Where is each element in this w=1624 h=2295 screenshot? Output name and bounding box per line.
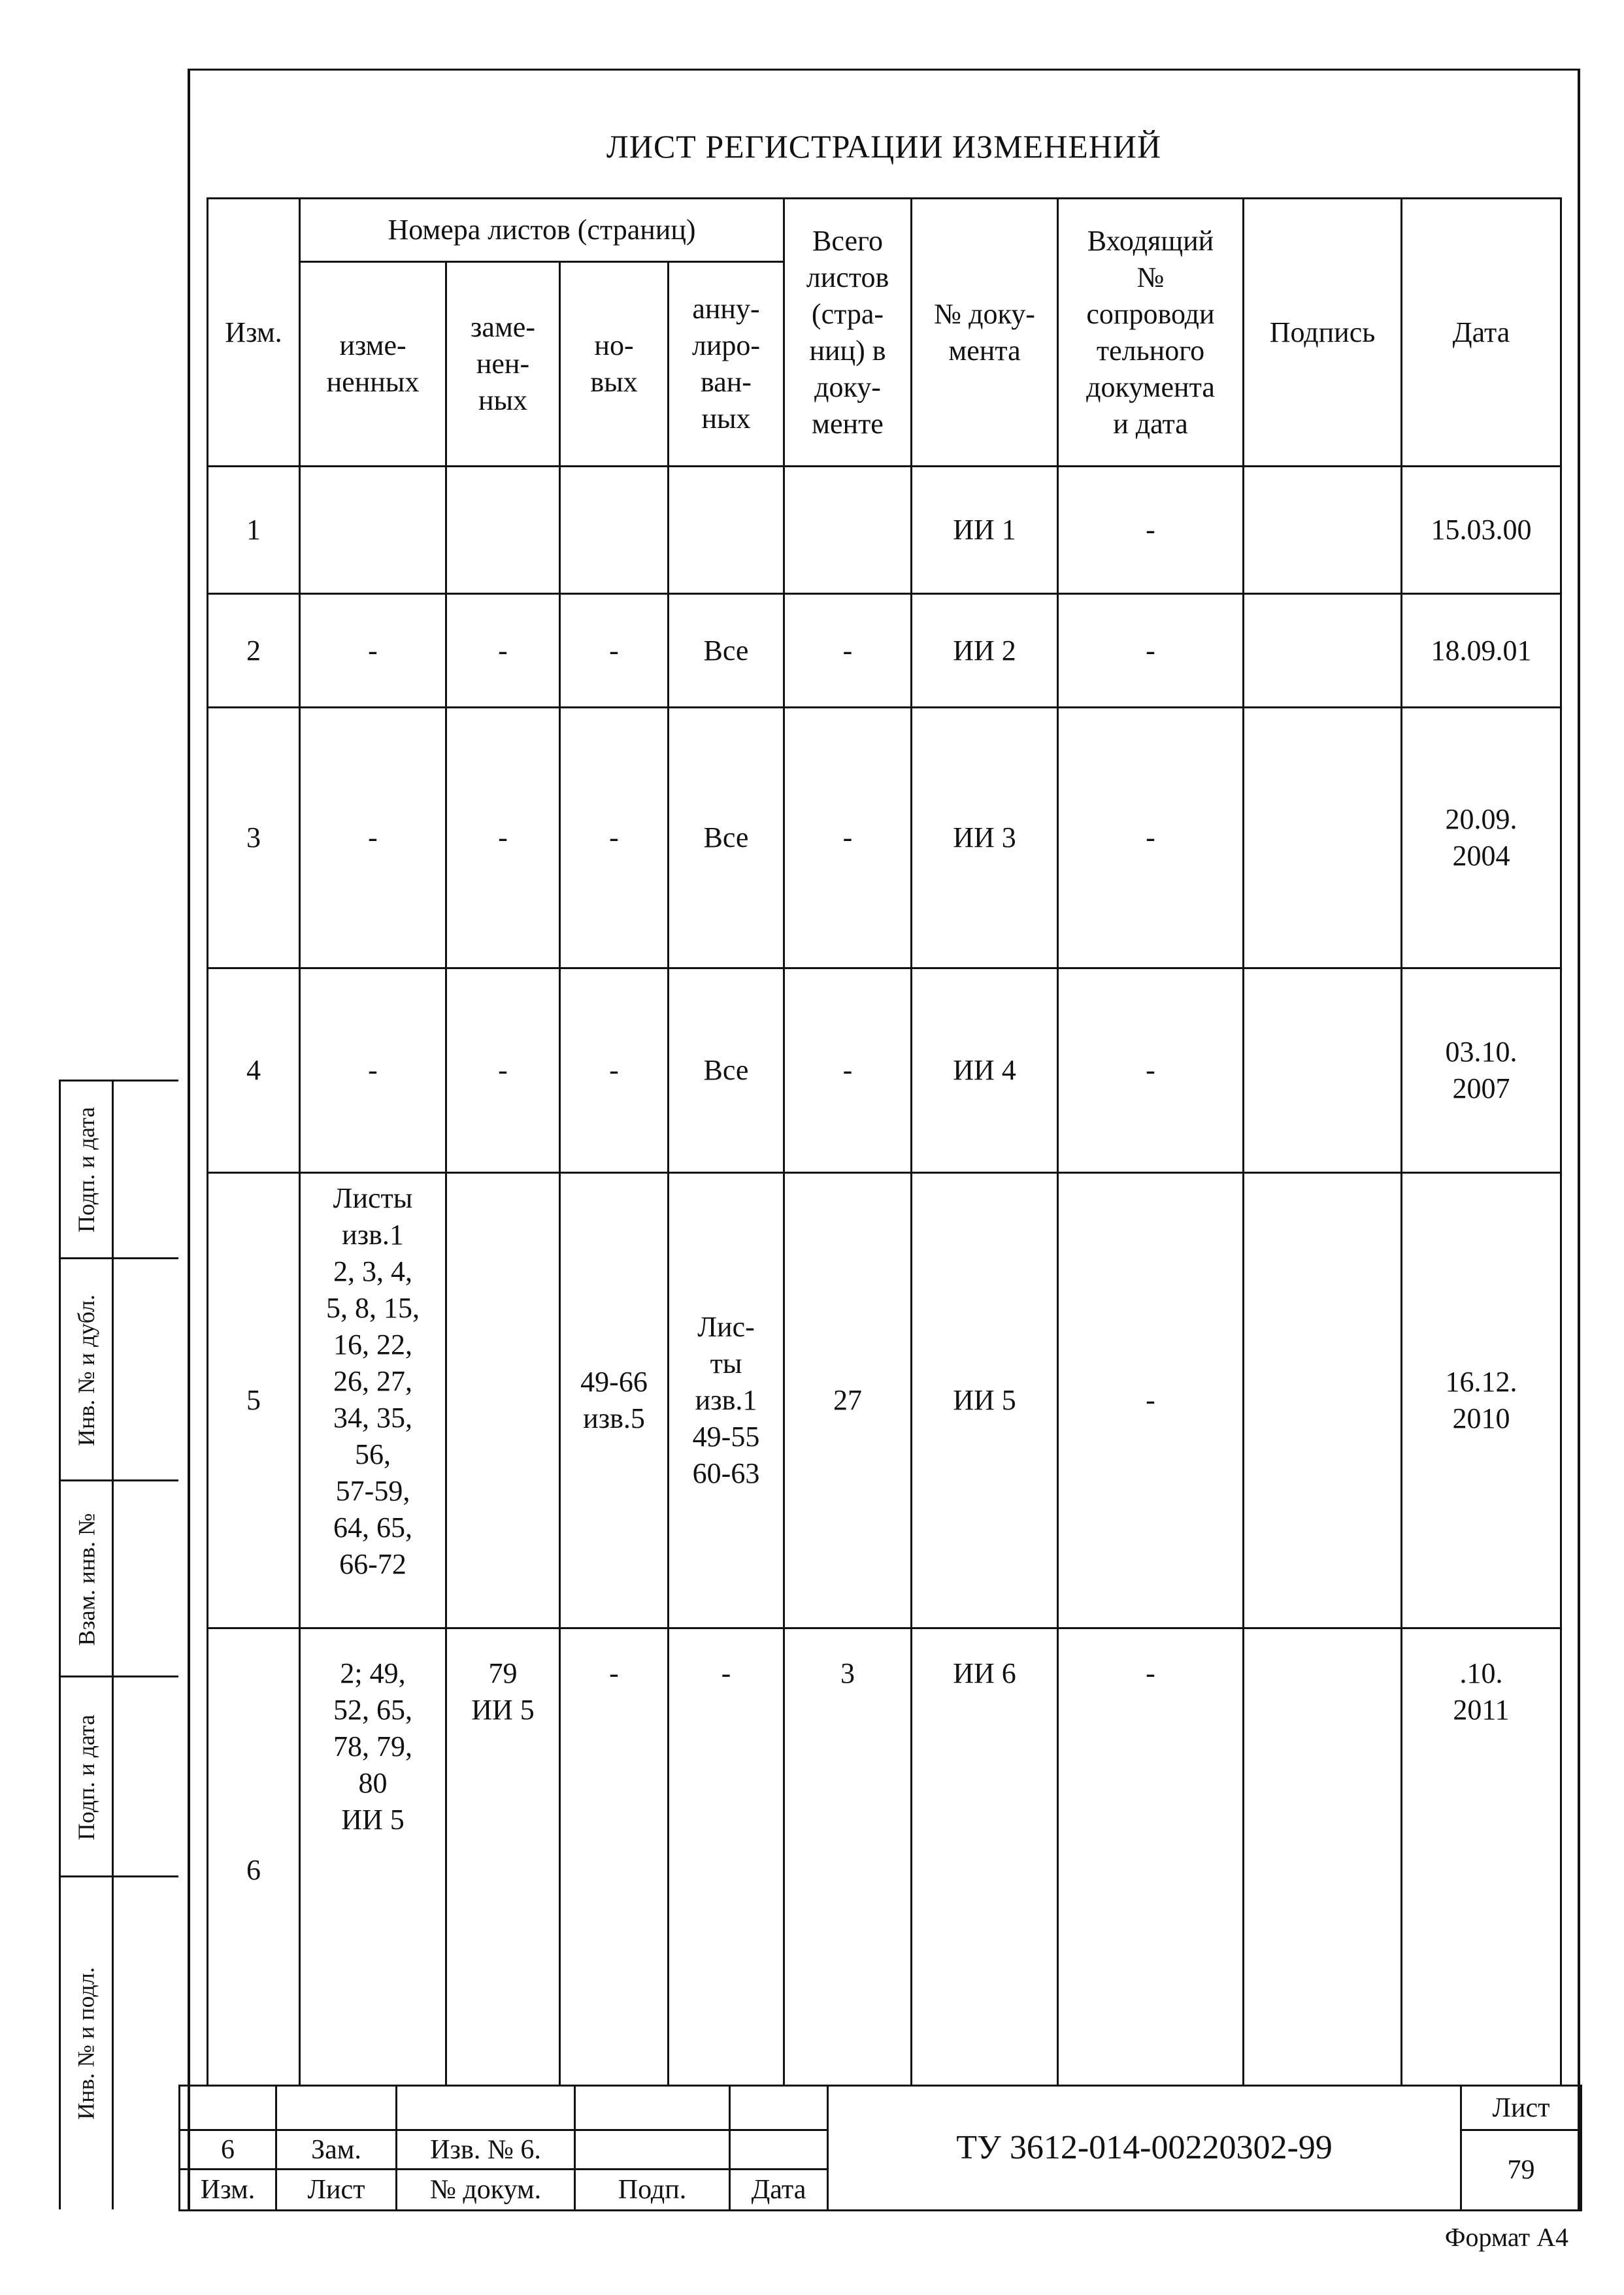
stamp-list-value: Зам. <box>276 2130 397 2170</box>
header-incoming: Входящий № сопроводи тельного документа и дата <box>1058 199 1244 467</box>
cell-total: 3 <box>784 1628 912 2086</box>
cell-izm: 2 <box>208 594 300 708</box>
title-block <box>178 2085 1582 2211</box>
side-strip <box>59 1080 178 2209</box>
stamp-col-list: Лист <box>276 2170 397 2211</box>
cell-replaced: - <box>446 594 560 708</box>
header-izm: Изм. <box>208 199 300 467</box>
cell-date: 18.09.01 <box>1402 594 1561 708</box>
cell-new <box>560 467 669 594</box>
cell-izm: 1 <box>208 467 300 594</box>
cell-izm: 4 <box>208 968 300 1173</box>
stamp-col-izm: Изм. <box>180 2170 276 2211</box>
cell-sign <box>1244 968 1402 1173</box>
sheet-number: 79 <box>1461 2130 1582 2211</box>
table-row <box>208 1628 1561 2086</box>
cell-annulled: Все <box>669 708 784 968</box>
cell-changed: - <box>300 708 446 968</box>
change-register-table <box>207 197 1562 2087</box>
stamp-col-date: Дата <box>730 2170 828 2211</box>
cell-izm: 5 <box>208 1173 300 1628</box>
cell-annulled <box>669 467 784 594</box>
cell-sign <box>1244 1628 1402 2086</box>
stamp-doc-value: Изв. № 6. <box>397 2130 575 2170</box>
cell-doc: ИИ 6 <box>912 1628 1058 2086</box>
cell-doc: ИИ 3 <box>912 708 1058 968</box>
cell-total <box>784 467 912 594</box>
header-doc-no: № доку- мента <box>912 199 1058 467</box>
designation: ТУ 3612-014-00220302-99 <box>828 2086 1461 2211</box>
cell-total: 27 <box>784 1173 912 1628</box>
cell-sign <box>1244 467 1402 594</box>
cell-doc: ИИ 4 <box>912 968 1058 1173</box>
cell-incoming: - <box>1058 594 1244 708</box>
table-row <box>208 467 1561 594</box>
cell-sign <box>1244 1173 1402 1628</box>
cell-izm: 3 <box>208 708 300 968</box>
cell-incoming: - <box>1058 968 1244 1173</box>
cell-date: 20.09. 2004 <box>1402 708 1561 968</box>
stamp-col-sign: Подп. <box>575 2170 730 2211</box>
cell-replaced: - <box>446 968 560 1173</box>
cell-changed: 2; 49, 52, 65, 78, 79, 80 ИИ 5 <box>300 1628 446 2086</box>
header-changed: изме- ненных <box>300 262 446 467</box>
cell-total: - <box>784 968 912 1173</box>
header-signature: Подпись <box>1244 199 1402 467</box>
cell-date: 16.12. 2010 <box>1402 1173 1561 1628</box>
cell-incoming: - <box>1058 467 1244 594</box>
cell-replaced: - <box>446 708 560 968</box>
cell-new: 49-66 изв.5 <box>560 1173 669 1628</box>
cell-changed <box>300 467 446 594</box>
cell-sign <box>1244 594 1402 708</box>
table-row <box>208 594 1561 708</box>
cell-total: - <box>784 594 912 708</box>
table-row <box>208 1173 1561 1628</box>
stamp-izm-value: 6 <box>180 2130 276 2170</box>
cell-date: 15.03.00 <box>1402 467 1561 594</box>
sheet-label: Лист <box>1461 2086 1582 2130</box>
header-date: Дата <box>1402 199 1561 467</box>
cell-incoming: - <box>1058 1173 1244 1628</box>
cell-annulled: Лис- ты изв.1 49-55 60-63 <box>669 1173 784 1628</box>
header-replaced: заме- нен- ных <box>446 262 560 467</box>
page-title: ЛИСТ РЕГИСТРАЦИИ ИЗМЕНЕНИЙ <box>606 128 1162 165</box>
cell-izm: 6 <box>208 1628 300 2086</box>
cell-date: .10. 2011 <box>1402 1628 1561 2086</box>
format-label: Формат А4 <box>1444 2222 1568 2252</box>
cell-changed: Листы изв.1 2, 3, 4, 5, 8, 15, 16, 22, 26, 27, 34, 35, 56, 57-59, 64, 65, 66-72 <box>300 1173 446 1628</box>
cell-incoming: - <box>1058 1628 1244 2086</box>
header-sheet-numbers: Номера листов (страниц) <box>300 199 784 262</box>
cell-replaced: 79 ИИ 5 <box>446 1628 560 2086</box>
cell-changed: - <box>300 968 446 1173</box>
cell-new: - <box>560 1628 669 2086</box>
cell-new: - <box>560 594 669 708</box>
cell-changed: - <box>300 594 446 708</box>
table-row <box>208 968 1561 1173</box>
cell-incoming: - <box>1058 708 1244 968</box>
cell-annulled: Все <box>669 594 784 708</box>
header-new: но- вых <box>560 262 669 467</box>
stamp-col-doc: № докум. <box>397 2170 575 2211</box>
cell-total: - <box>784 708 912 968</box>
cell-replaced <box>446 1173 560 1628</box>
cell-sign <box>1244 708 1402 968</box>
cell-doc: ИИ 1 <box>912 467 1058 594</box>
cell-new: - <box>560 708 669 968</box>
cell-replaced <box>446 467 560 594</box>
side-label-replace-inv: Взам. инв. № <box>73 1513 99 1646</box>
side-label-sign-date: Подп. и дата <box>73 1106 100 1232</box>
cell-annulled: - <box>669 1628 784 2086</box>
side-label-orig-inv: Инв. № и подл. <box>73 1967 100 2120</box>
cell-annulled: Все <box>669 968 784 1173</box>
side-label-dup-inv: Инв. № и дубл. <box>73 1294 100 1447</box>
header-annulled: анну- лиро- ван- ных <box>669 262 784 467</box>
cell-new: - <box>560 968 669 1173</box>
header-total: Всего листов (стра- ниц) в доку- менте <box>784 199 912 467</box>
cell-date: 03.10. 2007 <box>1402 968 1561 1173</box>
table-row <box>208 708 1561 968</box>
side-label-sign-date-2: Подп. и дата <box>73 1714 100 1841</box>
cell-doc: ИИ 5 <box>912 1173 1058 1628</box>
cell-doc: ИИ 2 <box>912 594 1058 708</box>
